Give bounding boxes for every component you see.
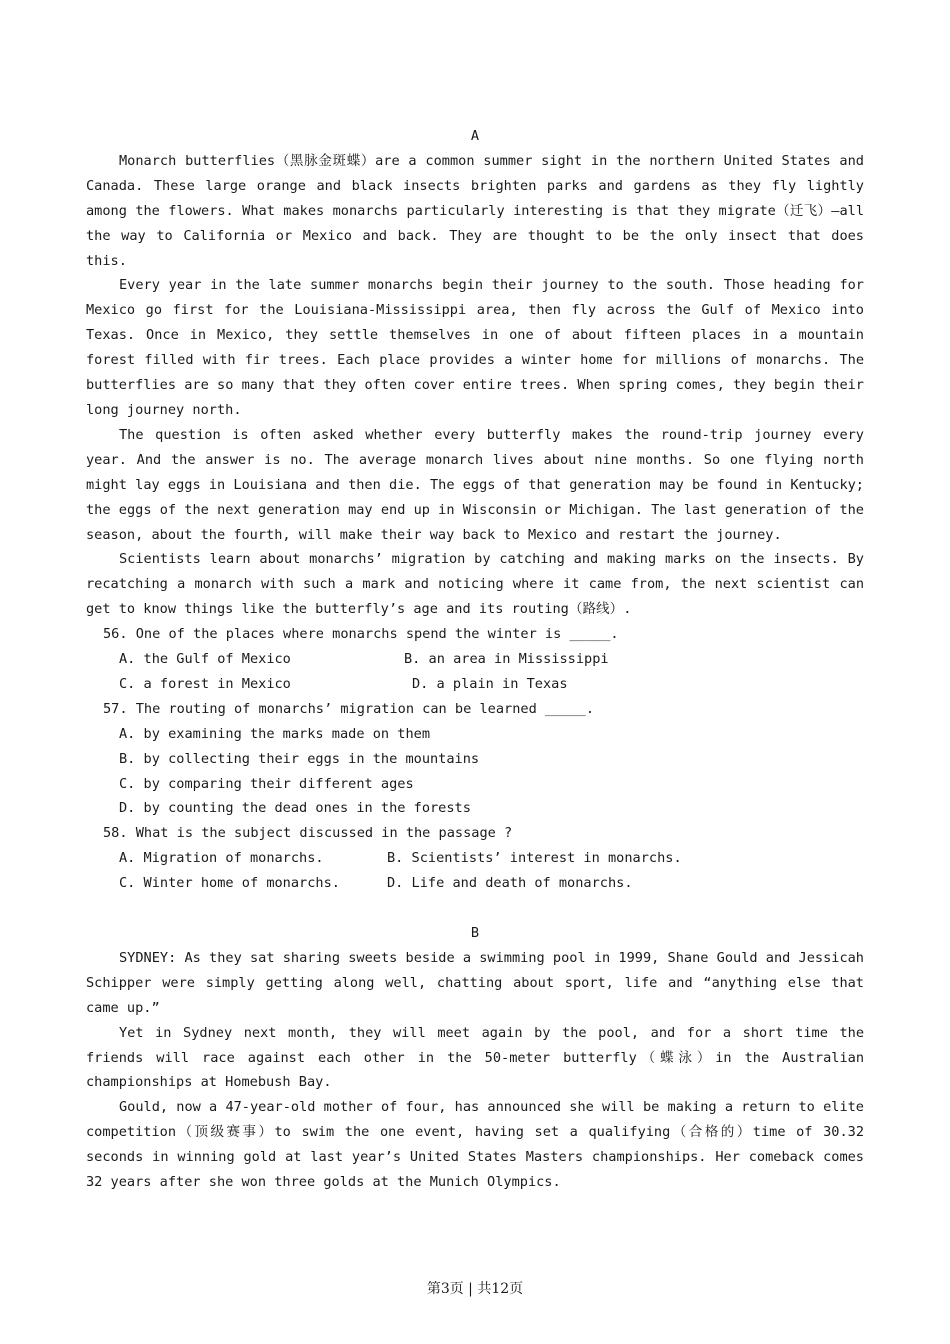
section-a-paragraph-4: Scientists learn about monarchs’ migration by catching and making marks on the insects. By recatching a monarch with such a mark and noticing where it came from, the next scientist can get to know things like the butterfly’s age and its routing（路线）. [86, 551, 864, 618]
section-b-paragraph-3: Gould, now a 47-year-old mother of four, has announced she will be making a return to elite competition（顶级赛事）to swim the one event, having set a qualifying（合格的）time of 30.32 seconds in winning gold at last year’s United States Masters championships. Her comeback comes 32 years after she won three golds at the Munich Olympics. [86, 1099, 864, 1191]
question-56-option-a: A. the Gulf of Mexico [119, 651, 291, 668]
question-58-options-row-2 [86, 871, 864, 896]
question-57-option-a: A. by examining the marks made on them [119, 725, 430, 742]
section-b-paragraph-1: SYDNEY: As they sat sharing sweets beside a swimming pool in 1999, Shane Gould and Jessicah Schipper were simply getting along well, chatting about sport, life and “anything else that came up.” [86, 949, 864, 1016]
section-b-paragraph-2: Yet in Sydney next month, they will meet again by the pool, and for a short time the friends will race against each other in the 50-meter butterfly（蝶泳）in the Australian championships at Homebush Bay. [86, 1024, 864, 1091]
question-56-option-b: B. an area in Mississippi [404, 651, 609, 668]
question-58-option-d: D. Life and death of monarchs. [387, 875, 633, 892]
page-footer: 第3页 | 共12页 [426, 1281, 524, 1297]
question-58-option-a: A. Migration of monarchs. [119, 850, 324, 867]
question-57-option-c: C. by comparing their different ages [119, 775, 414, 792]
question-58-stem: 58. What is the subject discussed in the passage ? [103, 825, 513, 842]
question-56-option-c: C. a forest in Mexico [119, 675, 291, 692]
section-b-title: B [470, 924, 480, 941]
question-58-options-row-1 [86, 846, 864, 871]
section-a-paragraph-3: The question is often asked whether every butterfly makes the round-trip journey every year. And the answer is no. The average monarch lives about nine months. So one flying north might lay eggs in Louisiana and then die. The eggs of that generation may be found in Kentucky; the eggs of the next generation may end up in Wisconsin or Michigan. The last generation of the season, about the fourth, will make their way back to Mexico and restart the journey. [86, 426, 864, 543]
section-spacer [86, 896, 864, 921]
section-a-paragraph-2: Every year in the late summer monarchs begin their journey to the south. Those heading for Mexico go first for the Louisiana-Mississippi area, then fly across the Gulf of Mexico into Texas. Once in Mexico, they settle themselves in one of about fifteen places in a mountain forest filled with fir trees. Each place provides a winter home for millions of monarchs. The butterflies are so many that they often cover entire trees. When spring comes, they begin their long journey north. [86, 277, 864, 418]
question-56-stem: 56. One of the places where monarchs spend the winter is _____. [103, 626, 619, 643]
question-57-stem: 57. The routing of monarchs’ migration can be learned _____. [103, 700, 595, 717]
question-57-option-d: D. by counting the dead ones in the forests [119, 800, 471, 817]
question-56-options-row-1 [86, 647, 864, 672]
section-a-title: A [470, 128, 480, 144]
section-a-paragraph-1: Monarch butterflies（黑脉金斑蝶）are a common summer sight in the northern United States and Canada. These large orange and black insects brighten parks and gardens as they fly lightly among the flowers. What makes monarchs particularly interesting is that they migrate（迁飞）—all the way to California or Mexico and back. They are thought to be the only insect that does this. [86, 152, 864, 269]
question-58-option-c: C. Winter home of monarchs. [119, 875, 340, 892]
question-58-option-b: B. Scientists’ interest in monarchs. [387, 850, 682, 867]
document-page [86, 124, 864, 1195]
question-57-option-b: B. by collecting their eggs in the mountains [119, 750, 480, 767]
question-56-option-d: D. a plain in Texas [412, 675, 568, 692]
question-56-options-row-2 [86, 672, 864, 697]
